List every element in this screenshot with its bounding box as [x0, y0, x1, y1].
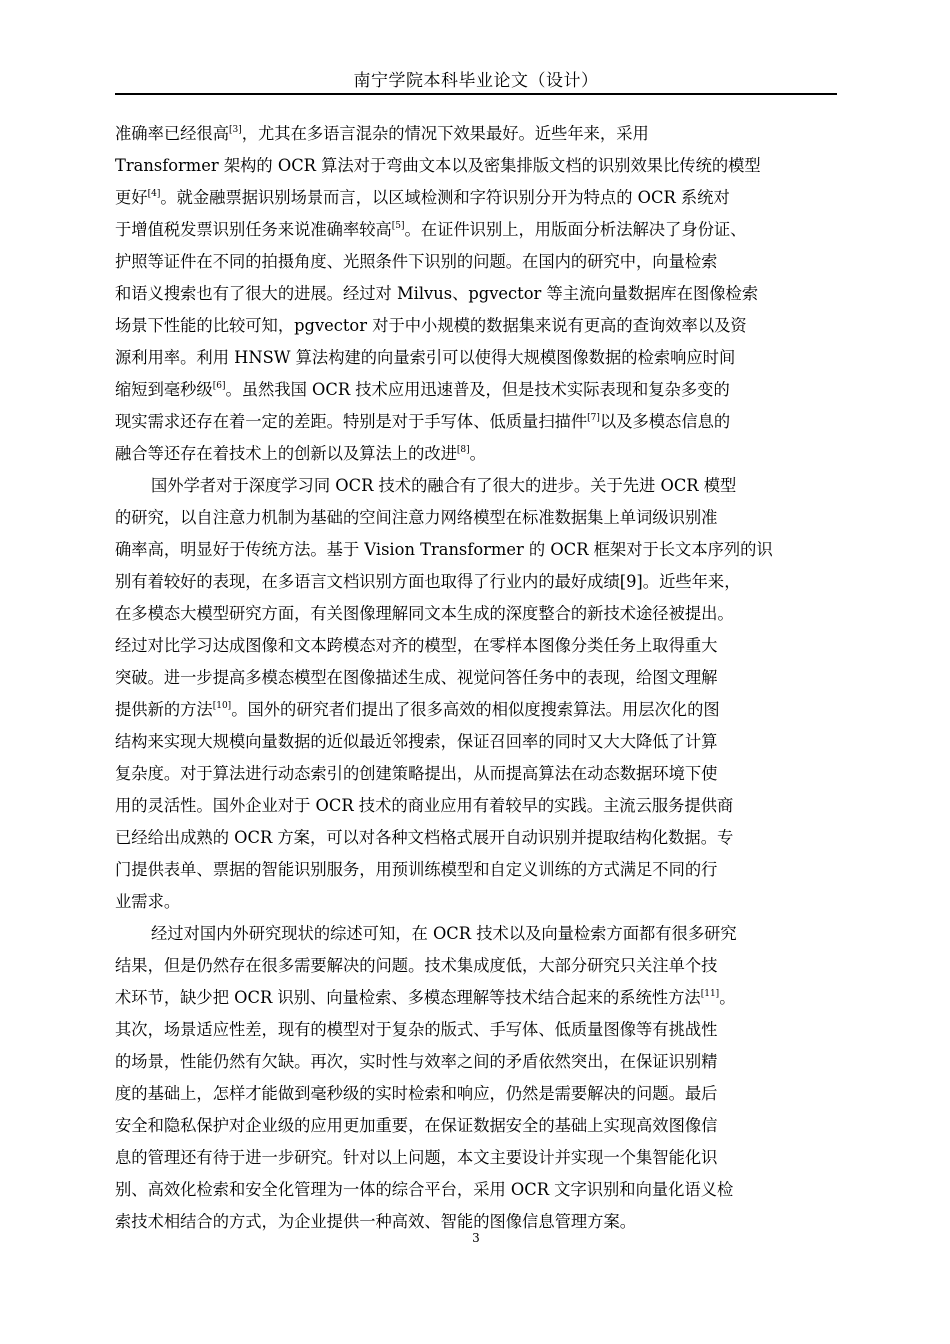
text-line [115, 982, 837, 1014]
text-segment: 其次，场景适应性差，现有的模型对于复杂的版式、手写体、低质量图像等有挑战性 [115, 1020, 718, 1039]
text-line [115, 758, 837, 790]
citation-marker: [5] [391, 221, 405, 231]
text-segment: 安全和隐私保护对企业级的应用更加重要，在保证数据安全的基础上实现高效图像信 [115, 1116, 718, 1135]
citation-marker: [6] [212, 381, 226, 391]
page-header-title: 南宁学院本科毕业论文（设计） [353, 71, 599, 91]
text-segment: 。 [719, 988, 736, 1007]
text-line [115, 246, 837, 278]
text-line [115, 118, 837, 150]
text-line [115, 1142, 837, 1174]
text-line [115, 662, 837, 694]
text-line [115, 438, 837, 470]
text-segment: 突破。进一步提高多模态模型在图像描述生成、视觉问答任务中的表现，给图文理解 [115, 668, 718, 687]
text-segment: 别有着较好的表现，在多语言文档识别方面也取得了行业内的最好成绩[9]。近些年来， [115, 572, 741, 591]
text-segment: 提供新的方法 [115, 700, 213, 719]
text-line [115, 630, 837, 662]
page-number: 3 [472, 1231, 480, 1245]
text-line [115, 150, 837, 182]
text-segment: 经过对比学习达成图像和文本跨模态对齐的模型，在零样本图像分类任务上取得重大 [115, 636, 718, 655]
text-segment: 更好 [115, 188, 148, 207]
citation-marker: [4] [147, 189, 161, 199]
text-segment: 业需求。 [115, 892, 181, 911]
text-line [115, 502, 837, 534]
text-line [115, 182, 837, 214]
text-segment: 以及多模态信息的 [599, 412, 731, 431]
text-line [115, 534, 837, 566]
text-line [115, 406, 837, 438]
text-segment: 。国外的研究者们提出了很多高效的相似度搜索算法。用层次化的图 [231, 700, 720, 719]
text-segment: 。虽然我国 OCR 技术应用迅速普及，但是技术实际表现和复杂多变的 [225, 380, 730, 399]
citation-marker: [7] [587, 413, 600, 423]
paragraph [115, 918, 837, 1238]
text-segment: 。就金融票据识别场景而言，以区域检测和字符识别分开为特点的 OCR 系统对 [160, 188, 730, 207]
text-segment: ，尤其在多语言混杂的情况下效果最好。近些年来，采用 [241, 124, 649, 143]
text-segment: 已经给出成熟的 OCR 方案，可以对各种文档格式展开自动识别并提取结构化数据。专 [115, 828, 734, 847]
text-segment: 源利用率。利用 HNSW 算法构建的向量索引可以使得大规模图像数据的检索响应时间 [115, 348, 736, 367]
text-segment: Transformer 架构的 OCR 算法对于弯曲文本以及密集排版文档的识别效果比传统的模型 [115, 156, 761, 175]
text-line [115, 886, 837, 918]
text-line [115, 1110, 837, 1142]
text-segment: 的场景，性能仍然有欠缺。再次，实时性与效率之间的矛盾依然突出，在保证识别精 [115, 1052, 718, 1071]
text-segment: 场景下性能的比较可知，pgvector 对于中小规模的数据集来说有更高的查询效率以及资 [115, 316, 747, 335]
text-line [115, 950, 837, 982]
text-segment: 国外学者对于深度学习同 OCR 技术的融合有了很大的进步。关于先进 OCR 模型 [151, 476, 737, 495]
text-line [115, 1046, 837, 1078]
text-segment: 结果，但是仍然存在很多需要解决的问题。技术集成度低，大部分研究只关注单个技 [115, 956, 718, 975]
text-line [115, 1174, 837, 1206]
paper-body [115, 118, 837, 1238]
citation-marker: [11] [700, 989, 720, 999]
text-segment: 的研究，以自注意力机制为基础的空间注意力网络模型在标准数据集上单词级识别准 [115, 508, 718, 527]
paragraph [115, 470, 837, 918]
text-segment: 准确率已经很高 [115, 124, 229, 143]
text-segment: 别、高效化检索和安全化管理为一体的综合平台，采用 OCR 文字识别和向量化语义检 [115, 1180, 734, 1199]
text-line [115, 726, 837, 758]
text-line [115, 790, 837, 822]
text-segment: 现实需求还存在着一定的差距。特别是对于手写体、低质量扫描件 [115, 412, 588, 431]
text-segment: 于增值税发票识别任务来说准确率较高 [115, 220, 392, 239]
text-line [115, 918, 837, 950]
text-line [115, 310, 837, 342]
text-line [115, 598, 837, 630]
text-segment: 度的基础上，怎样才能做到毫秒级的实时检索和响应，仍然是需要解决的问题。最后 [115, 1084, 718, 1103]
text-segment: 用的灵活性。国外企业对于 OCR 技术的商业应用有着较早的实践。主流云服务提供商 [115, 796, 734, 815]
text-segment: 术环节，缺少把 OCR 识别、向量检索、多模态理解等技术结合起来的系统性方法 [115, 988, 701, 1007]
text-segment: 息的管理还有待于进一步研究。针对以上问题，本文主要设计并实现一个集智能化识 [115, 1148, 718, 1167]
text-line [115, 1014, 837, 1046]
text-line [115, 342, 837, 374]
text-segment: 缩短到毫秒级 [115, 380, 213, 399]
header-rule [115, 93, 837, 95]
text-segment: 。在证件识别上，用版面分析法解决了身份证、 [404, 220, 747, 239]
text-segment: 结构来实现大规模向量数据的近似最近邻搜索，保证召回率的同时又大大降低了计算 [115, 732, 718, 751]
text-line [115, 1078, 837, 1110]
citation-marker: [10] [212, 701, 232, 711]
text-line [115, 374, 837, 406]
text-line [115, 854, 837, 886]
text-line [115, 694, 837, 726]
text-line [115, 214, 837, 246]
text-segment: 索技术相结合的方式，为企业提供一种高效、智能的图像信息管理方案。 [115, 1212, 637, 1231]
text-line [115, 278, 837, 310]
paragraph [115, 118, 837, 470]
text-line [115, 566, 837, 598]
text-segment: 和语义搜索也有了很大的进展。经过对 Milvus、pgvector 等主流向量数据库在图像检索 [115, 284, 759, 303]
text-line [115, 822, 837, 854]
text-segment: 融合等还存在着技术上的创新以及算法上的改进 [115, 444, 457, 463]
text-segment: 确率高，明显好于传统方法。基于 Vision Transformer 的 OCR 框架对于长文本序列的识 [115, 540, 773, 559]
text-segment: 。 [469, 444, 486, 463]
citation-marker: [3] [228, 125, 242, 135]
text-segment: 复杂度。对于算法进行动态索引的创建策略提出，从而提高算法在动态数据环境下使 [115, 764, 718, 783]
text-segment: 门提供表单、票据的智能识别服务，用预训练模型和自定义训练的方式满足不同的行 [115, 860, 718, 879]
text-segment: 在多模态大模型研究方面，有关图像理解同文本生成的深度整合的新技术途径被提出。 [115, 604, 734, 623]
citation-marker: [8] [456, 445, 470, 455]
text-segment: 护照等证件在不同的拍摄角度、光照条件下识别的问题。在国内的研究中，向量检索 [115, 252, 718, 271]
text-line [115, 470, 837, 502]
text-segment: 经过对国内外研究现状的综述可知，在 OCR 技术以及向量检索方面都有很多研究 [151, 924, 737, 943]
